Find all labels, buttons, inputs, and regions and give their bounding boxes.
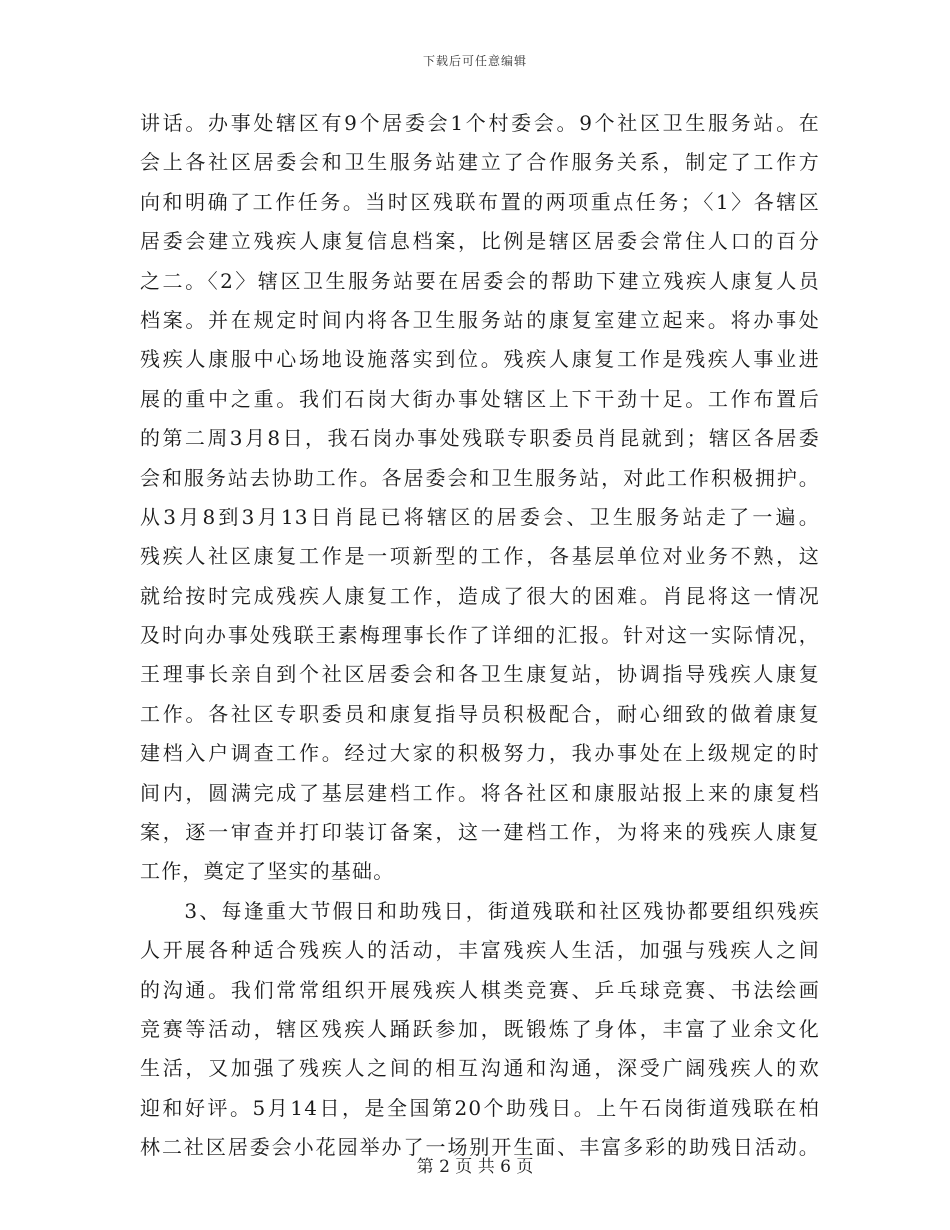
text-line: 就给按时完成残疾人康复工作，造成了很大的困难。肖昆将这一情况 (140, 583, 820, 608)
document-body (140, 104, 820, 1168)
text-line: 间内，圆满完成了基层建档工作。将各社区和康服站报上来的康复档 (140, 780, 820, 805)
page-footer: 第 2 页 共 6 页 (416, 1157, 534, 1177)
text-line: 的沟通。我们常常组织开展残疾人棋类竞赛、乒乓球竞赛、书法绘画 (140, 977, 820, 1002)
text-line: 及时向办事处残联王素梅理事长作了详细的汇报。针对这一实际情况， (140, 623, 820, 648)
text-line: 之二。〈2〉辖区卫生服务站要在居委会的帮助下建立残疾人康复人员 (140, 268, 820, 293)
text-line: 工作，奠定了坚实的基础。 (140, 859, 395, 884)
text-line: 工作。各社区专职委员和康复指导员积极配合，耐心细致的做着康复 (140, 701, 820, 726)
text-line: 向和明确了工作任务。当时区残联布置的两项重点任务；〈1〉各辖区 (140, 189, 820, 214)
text-line: 的第二周3月8日，我石岗办事处残联专职委员肖昆就到；辖区各居委 (140, 426, 820, 451)
text-line: 从3月8到3月13日肖昆已将辖区的居委会、卫生服务站走了一遍。 (140, 504, 820, 529)
text-line: 3、每逢重大节假日和助残日，街道残联和社区残协都要组织残疾 (140, 898, 820, 923)
text-line: 林二社区居委会小花园举办了一场别开生面、丰富多彩的助残日活动。 (140, 1135, 820, 1160)
page-header: 下载后可任意编辑 (422, 54, 527, 68)
text-line: 居委会建立残疾人康复信息档案，比例是辖区居委会常住人口的百分 (140, 229, 820, 254)
text-line: 生活，又加强了残疾人之间的相互沟通和沟通，深受广阔残疾人的欢 (140, 1056, 820, 1081)
text-line: 档案。并在规定时间内将各卫生服务站的康复室建立起来。将办事处 (140, 307, 820, 332)
text-line: 人开展各种适合残疾人的活动，丰富残疾人生活，加强与残疾人之间 (140, 938, 820, 963)
text-line: 残疾人社区康复工作是一项新型的工作，各基层单位对业务不熟，这 (140, 544, 820, 569)
text-line: 案，逐一审查并打印装订备案，这一建档工作，为将来的残疾人康复 (140, 820, 820, 845)
text-line: 会上各社区居委会和卫生服务站建立了合作服务关系，制定了工作方 (140, 150, 820, 175)
text-line: 王理事长亲自到个社区居委会和各卫生康复站，协调指导残疾人康复 (140, 662, 820, 687)
text-line: 竞赛等活动，辖区残疾人踊跃参加，既锻炼了身体，丰富了业余文化 (140, 1016, 820, 1041)
text-line: 建档入户调查工作。经过大家的积极努力，我办事处在上级规定的时 (140, 741, 820, 766)
text-line: 讲话。办事处辖区有9个居委会1个村委会。9个社区卫生服务站。在 (140, 111, 820, 135)
text-line: 展的重中之重。我们石岗大街办事处辖区上下干劲十足。工作布置后 (140, 386, 820, 411)
text-line: 迎和好评。5月14日，是全国第20个助残日。上午石岗街道残联在柏 (140, 1095, 820, 1120)
text-line: 会和服务站去协助工作。各居委会和卫生服务站，对此工作积极拥护。 (140, 465, 820, 490)
text-line: 残疾人康服中心场地设施落实到位。残疾人康复工作是残疾人事业进 (140, 347, 820, 372)
